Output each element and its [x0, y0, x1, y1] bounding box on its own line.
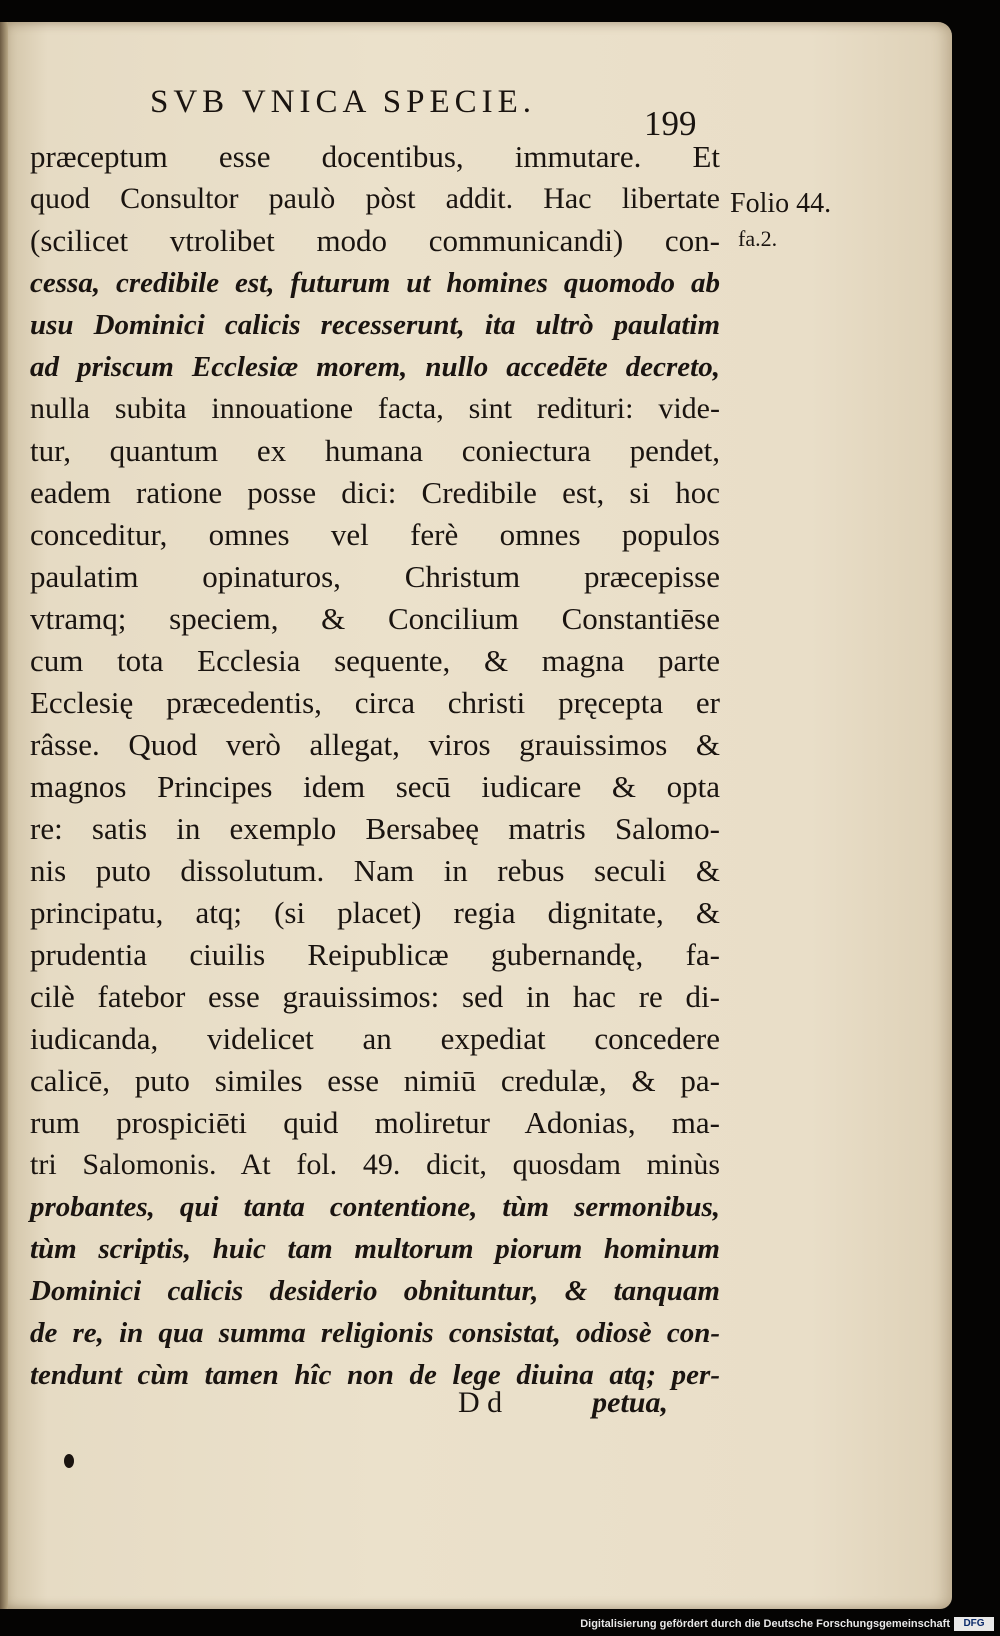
text-line: usu Dominici calicis recesserunt, ita ultrò paulatim: [30, 309, 720, 341]
text-line: ad priscum Ecclesiæ morem, nullo accedēte decreto,: [30, 351, 720, 383]
text-line: tri Salomonis. At fol. 49. dicit, quosdam minùs: [30, 1148, 720, 1181]
text-line: tur, quantum ex humana coniectura pendet,: [30, 433, 720, 468]
text-line: vtramq; speciem, & Concilium Constantiēse: [30, 601, 720, 636]
text-line: magnos Principes idem secū iudicare & opta: [30, 769, 720, 804]
margin-note-fa: fa.2.: [738, 226, 778, 251]
text-line: eadem ratione posse dici: Credibile est, si hoc: [30, 475, 720, 510]
text-line: quod Consultor paulò pòst addit. Hac libertate: [30, 182, 720, 215]
text-line: (scilicet vtrolibet modo communicandi) con-: [30, 223, 720, 258]
text-line: tendunt cùm tamen hîc non de lege diuina atq; per-: [30, 1359, 720, 1391]
text-line: nis puto dissolutum. Nam in rebus seculi &: [30, 853, 720, 888]
text-line: paulatim opinaturos, Christum præcepisse: [30, 559, 720, 594]
text-line: prudentia ciuilis Reipublicæ gubernandę, fa-: [30, 937, 720, 972]
dfg-logo: DFG: [954, 1617, 994, 1631]
margin-note-folio: Folio 44.: [730, 188, 832, 219]
text-line: râsse. Quod verò allegat, viros grauissimos &: [30, 727, 720, 762]
text-line: rum prospiciēti quid moliretur Adonias, ma-: [30, 1105, 720, 1140]
ink-dot: [64, 1454, 74, 1468]
page-number: 199: [644, 104, 697, 143]
catchword: petua,: [592, 1386, 668, 1419]
text-line: cessa, credibile est, futurum ut homines quomodo ab: [30, 267, 720, 299]
text-line: re: satis in exemplo Bersabeę matris Salomo-: [30, 811, 720, 846]
text-line: probantes, qui tanta contentione, tùm sermonibus,: [30, 1191, 720, 1223]
text-line: cilè fatebor esse grauissimos: sed in hac re di-: [30, 979, 720, 1014]
text-line: nulla subita innouatione facta, sint redituri: vide-: [30, 392, 720, 425]
digitization-credit: Digitalisierung gefördert durch die Deutsche Forschungsgemeinschaft: [580, 1618, 950, 1630]
text-line: tùm scriptis, huic tam multorum piorum hominum: [30, 1233, 720, 1265]
text-line: de re, in qua summa religionis consistat, odiosè con-: [30, 1317, 720, 1349]
page-footer: [30, 1386, 720, 1428]
text-line: præceptum esse docentibus, immutare. Et: [30, 139, 720, 174]
text-line: Ecclesię præcedentis, circa christi pręcepta er: [30, 685, 720, 720]
text-line: iudicanda, videlicet an expediat concedere: [30, 1021, 720, 1056]
text-line: conceditur, omnes vel ferè omnes populos: [30, 517, 720, 552]
body-text: [30, 136, 720, 1396]
text-line: Dominici calicis desiderio obnituntur, & tanquam: [30, 1275, 720, 1307]
text-line: calicē, puto similes esse nimiū credulæ, & pa-: [30, 1063, 720, 1098]
signature-mark: D d: [458, 1386, 503, 1419]
page-gutter: [0, 22, 8, 1609]
running-title: SVB VNICA SPECIE.: [150, 84, 537, 120]
text-line: cum tota Ecclesia sequente, & magna parte: [30, 643, 720, 678]
text-line: principatu, atq; (si placet) regia dignitate, &: [30, 895, 720, 930]
